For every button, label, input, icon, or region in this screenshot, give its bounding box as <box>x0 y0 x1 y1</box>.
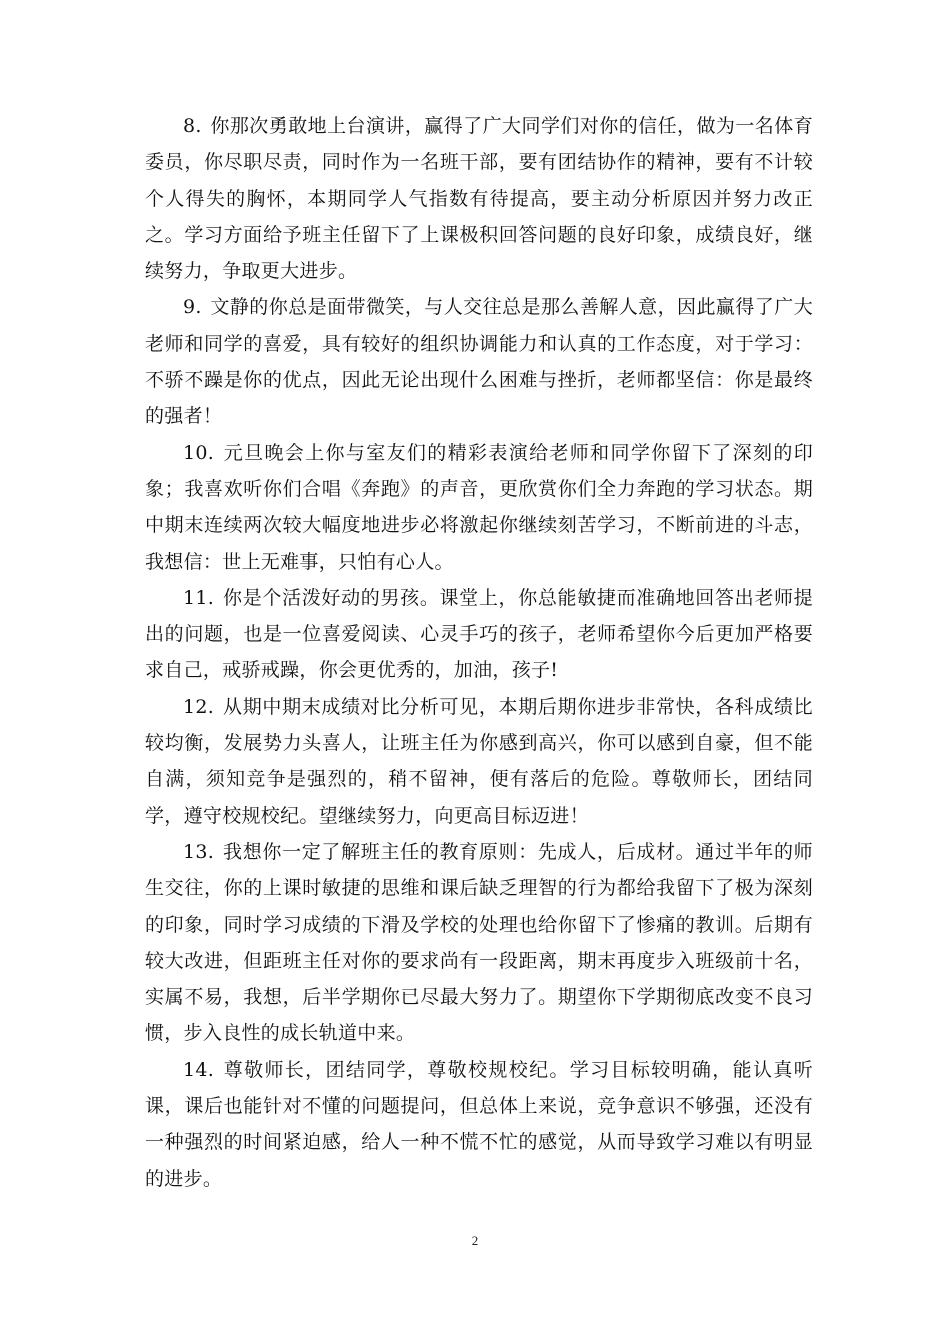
paragraph-text: 文静的你总是面带微笑，与人交往总是那么善解人意，因此赢得了广大老师和同学的喜爱，具有较好的组织协调能力和认真的工作态度，对于学习：不骄不躁是你的优点，因此无论出现什么困难与挫折，老师都坚信：你是最终的强者！ <box>145 296 813 428</box>
paragraph-number: 10. <box>183 441 215 464</box>
paragraph-text: 元旦晚会上你与室友们的精彩表演给老师和同学你留下了深刻的印象；我喜欢听你们合唱《奔跑》的声音，更欣赏你们全力奔跑的学习状态。期中期末连续两次较大幅度地进步必将激起你继续刻苦学习，不断前进的斗志，我想信：世上无难事，只怕有心人。 <box>145 441 813 573</box>
paragraph-12 <box>145 689 813 834</box>
paragraph-text: 尊敬师长，团结同学，尊敬校规校纪。学习目标较明确，能认真听课，课后也能针对不懂的问题提问，但总体上来说，竞争意识不够强，还没有一种强烈的时间紧迫感，给人一种不慌不忙的感觉，从而导致学习难以有明显的进步。 <box>145 1058 813 1190</box>
paragraph-9 <box>145 289 813 434</box>
paragraph-14 <box>145 1052 813 1197</box>
paragraph-text: 你是个活泼好动的男孩。课堂上，你总能敏捷而准确地回答出老师提出的问题，也是一位喜爱阅读、心灵手巧的孩子，老师希望你今后更加严格要求自己，戒骄戒躁，你会更优秀的，加油，孩子! <box>145 586 813 682</box>
paragraph-number: 8. <box>183 115 202 137</box>
paragraph-text: 你那次勇敢地上台演讲，赢得了广大同学们对你的信任，做为一名体育委员，你尽职尽责，同时作为一名班干部，要有团结协作的精神，要有不计较个人得失的胸怀，本期同学人气指数有待提高，要主动分析原因并努力改正之。学习方面给予班主任留下了上课极积回答问题的良好印象，成绩良好，继续努力，争取更大进步。 <box>145 115 813 283</box>
paragraph-number: 11. <box>183 586 215 609</box>
paragraph-text: 从期中期末成绩对比分析可见，本期后期你进步非常快，各科成绩比较均衡，发展势力头喜人，让班主任为你感到高兴，你可以感到自豪，但不能自满，须知竞争是强烈的，稍不留神，便有落后的危险。尊敬师长，团结同学，遵守校规校纪。望继续努力，向更高目标迈进！ <box>145 695 813 827</box>
paragraph-10 <box>145 435 813 580</box>
paragraph-8 <box>145 108 813 289</box>
page-number: 2 <box>471 1233 479 1248</box>
document-body <box>145 108 813 1197</box>
paragraph-number: 14. <box>183 1058 215 1081</box>
paragraph-number: 13. <box>183 840 215 863</box>
paragraph-text: 我想你一定了解班主任的教育原则：先成人，后成材。通过半年的师生交往，你的上课时敏捷的思维和课后缺乏理智的行为都给我留下了极为深刻的印象，同时学习成绩的下滑及学校的处理也给你留下了惨痛的教训。后期有较大改进，但距班主任对你的要求尚有一段距离，期末再度步入班级前十名，实属不易，我想，后半学期你已尽最大努力了。期望你下学期彻底改变不良习惯，步入良性的成长轨道中来。 <box>145 840 813 1045</box>
paragraph-11 <box>145 580 813 689</box>
paragraph-number: 12. <box>183 695 215 718</box>
paragraph-13 <box>145 834 813 1052</box>
paragraph-number: 9. <box>183 296 202 319</box>
